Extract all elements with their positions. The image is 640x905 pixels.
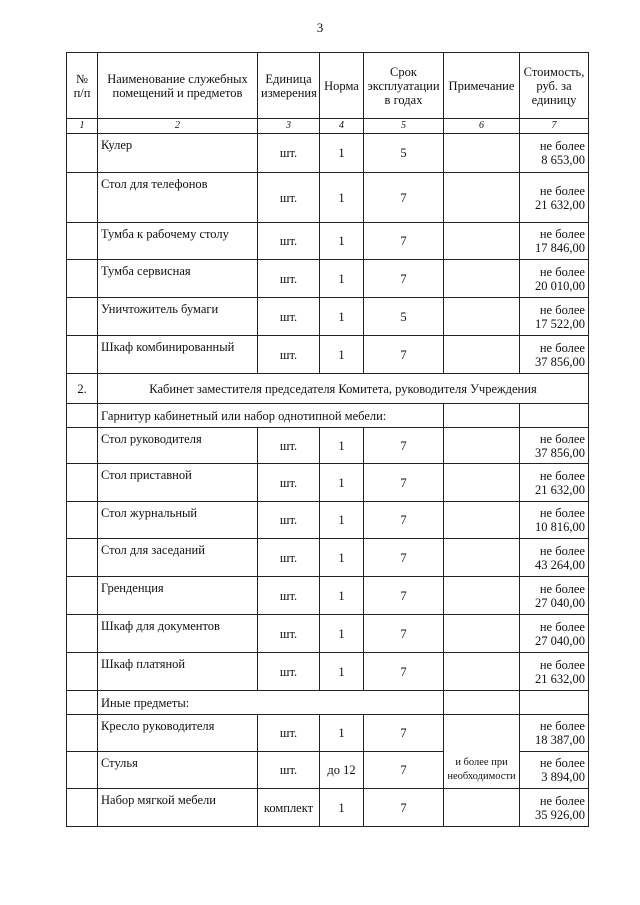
item-note: и более при необходимости [444,752,520,789]
table-row [67,428,589,464]
cost-value: 43 264,00 [535,557,585,572]
row-number-cell [67,464,98,502]
row-number-cell [67,752,98,789]
cost-prefix: не более [539,227,585,241]
item-note [444,715,520,752]
cost-prefix: не более [539,581,585,596]
header-unit: Единица измерения [258,53,320,119]
cost-value: 21 632,00 [535,482,585,497]
cost-prefix: не более [539,543,585,558]
row-number-cell [67,539,98,577]
item-unit: шт. [258,464,320,502]
table-row [67,615,589,653]
row-number-cell [67,577,98,615]
item-note [444,577,520,615]
item-unit: шт. [258,502,320,539]
table-row [67,752,589,789]
item-note [444,615,520,653]
row-number-cell [67,404,98,428]
norms-table [66,52,589,827]
cost-value: 17 522,00 [535,316,585,331]
column-index: 7 [520,119,589,134]
item-name: Набор мягкой мебели [98,789,258,827]
item-name: Уничтожитель бумаги [98,298,258,336]
item-norm: до 12 [320,752,364,789]
item-cost [520,260,589,298]
item-term: 7 [364,539,444,577]
item-cost [520,428,589,464]
item-term: 5 [364,298,444,336]
item-norm: 1 [320,615,364,653]
group-row [67,404,589,428]
header-norm: Норма [320,53,364,119]
column-index: 3 [258,119,320,134]
item-unit: комплект [258,789,320,827]
item-note [444,260,520,298]
item-unit: шт. [258,615,320,653]
item-term: 7 [364,428,444,464]
row-number-cell [67,298,98,336]
item-cost [520,691,589,715]
column-index: 2 [98,119,258,134]
item-name: Тумба к рабочему столу [98,223,258,260]
row-number-cell [67,223,98,260]
column-index: 5 [364,119,444,134]
row-number-cell [67,428,98,464]
item-note [444,464,520,502]
item-note [444,134,520,173]
item-note [444,173,520,223]
cost-prefix: не более [539,619,585,634]
item-note [444,653,520,691]
item-name: Стол руководителя [98,428,258,464]
table-row [67,539,589,577]
item-name: Тумба сервисная [98,260,258,298]
cost-value: 17 846,00 [535,241,585,255]
item-cost [520,404,589,428]
cost-prefix: не более [539,793,585,808]
table-row [67,223,589,260]
cost-value: 20 010,00 [535,278,585,293]
item-unit: шт. [258,336,320,374]
item-term: 7 [364,653,444,691]
header-cost: Стоимость, руб. за единицу [520,53,589,119]
item-cost [520,752,589,789]
cost-value: 37 856,00 [535,354,585,369]
cost-value: 8 653,00 [541,153,585,167]
item-unit: шт. [258,134,320,173]
cost-prefix: не более [539,719,585,733]
group-label: Иные предметы: [98,691,444,715]
item-cost [520,134,589,173]
item-unit: шт. [258,715,320,752]
item-term: 7 [364,715,444,752]
table-row [67,173,589,223]
cost-value: 27 040,00 [535,595,585,610]
cost-value: 35 926,00 [535,807,585,822]
item-term: 7 [364,223,444,260]
table-row [67,502,589,539]
item-cost [520,464,589,502]
row-number-cell [67,653,98,691]
item-cost [520,298,589,336]
item-term: 7 [364,752,444,789]
item-unit: шт. [258,223,320,260]
row-number-cell [67,336,98,374]
item-cost [520,715,589,752]
item-name: Кулер [98,134,258,173]
item-cost [520,539,589,577]
item-name: Гренденция [98,577,258,615]
table-row [67,336,589,374]
item-term: 7 [364,789,444,827]
item-name: Шкаф для документов [98,615,258,653]
table-row [67,789,589,827]
row-number-cell [67,173,98,223]
page-number: 3 [316,20,324,35]
group-row [67,691,589,715]
cost-prefix: не более [539,340,585,355]
cost-prefix: не более [539,264,585,279]
item-unit: шт. [258,428,320,464]
item-note [444,298,520,336]
item-term: 7 [364,464,444,502]
item-term: 5 [364,134,444,173]
cost-prefix: не более [539,139,585,153]
cost-prefix: не более [539,657,585,672]
item-note [444,502,520,539]
item-cost [520,615,589,653]
item-note [444,404,520,428]
header-name: Наименование служебных помещений и предметов [98,53,258,119]
cost-value: 27 040,00 [535,633,585,648]
cost-prefix: не более [539,506,585,520]
item-note [444,428,520,464]
header-term: Срок эксплуатации в годах [364,53,444,119]
item-unit: шт. [258,577,320,615]
table-row [67,464,589,502]
item-term: 7 [364,577,444,615]
cost-value: 3 894,00 [541,770,585,784]
item-norm: 1 [320,789,364,827]
item-cost [520,223,589,260]
item-cost [520,577,589,615]
item-unit: шт. [258,653,320,691]
item-unit: шт. [258,260,320,298]
item-norm: 1 [320,577,364,615]
header-note: Примечание [444,53,520,119]
item-norm: 1 [320,502,364,539]
item-norm: 1 [320,653,364,691]
item-note [444,789,520,827]
item-term: 7 [364,502,444,539]
item-name: Стулья [98,752,258,789]
cost-prefix: не более [539,302,585,317]
cost-value: 21 632,00 [535,671,585,686]
group-label: Гарнитур кабинетный или набор однотипной мебели: [98,404,444,428]
item-note [444,691,520,715]
item-name: Кресло руководителя [98,715,258,752]
item-term: 7 [364,173,444,223]
item-cost [520,789,589,827]
item-norm: 1 [320,223,364,260]
row-number-cell [67,691,98,715]
cost-value: 10 816,00 [535,520,585,534]
item-norm: 1 [320,539,364,577]
item-unit: шт. [258,298,320,336]
item-norm: 1 [320,336,364,374]
table-row [67,260,589,298]
cost-prefix: не более [539,183,585,198]
item-name: Стол приставной [98,464,258,502]
header-num: № п/п [67,53,98,119]
item-term: 7 [364,615,444,653]
item-norm: 1 [320,715,364,752]
cost-value: 37 856,00 [535,445,585,460]
column-index: 1 [67,119,98,134]
cost-prefix: не более [539,468,585,483]
cost-prefix: не более [539,431,585,446]
row-number-cell [67,615,98,653]
row-number-cell [67,260,98,298]
table-row [67,134,589,173]
item-unit: шт. [258,752,320,789]
item-cost [520,173,589,223]
item-unit: шт. [258,173,320,223]
table-row [67,653,589,691]
cost-prefix: не более [539,756,585,770]
item-norm: 1 [320,464,364,502]
item-unit: шт. [258,539,320,577]
item-note [444,336,520,374]
item-norm: 1 [320,134,364,173]
item-term: 7 [364,260,444,298]
cost-value: 18 387,00 [535,733,585,747]
section-number: 2. [67,374,98,404]
column-index-row [67,119,589,134]
table-header [67,53,589,119]
item-name: Стол журнальный [98,502,258,539]
item-name: Стол для телефонов [98,173,258,223]
item-norm: 1 [320,428,364,464]
row-number-cell [67,134,98,173]
table-row [67,577,589,615]
item-name: Шкаф платяной [98,653,258,691]
item-name: Шкаф комбинированный [98,336,258,374]
item-cost [520,502,589,539]
section-title: Кабинет заместителя председателя Комитета, руководителя Учреждения [98,374,589,404]
table-row [67,298,589,336]
item-norm: 1 [320,173,364,223]
column-index: 4 [320,119,364,134]
item-term: 7 [364,336,444,374]
item-cost [520,653,589,691]
section-row [67,374,589,404]
item-norm: 1 [320,260,364,298]
item-norm: 1 [320,298,364,336]
item-note [444,539,520,577]
row-number-cell [67,789,98,827]
table-row [67,715,589,752]
column-index: 6 [444,119,520,134]
row-number-cell [67,502,98,539]
item-name: Стол для заседаний [98,539,258,577]
row-number-cell [67,715,98,752]
cost-value: 21 632,00 [535,197,585,212]
item-note [444,223,520,260]
item-cost [520,336,589,374]
